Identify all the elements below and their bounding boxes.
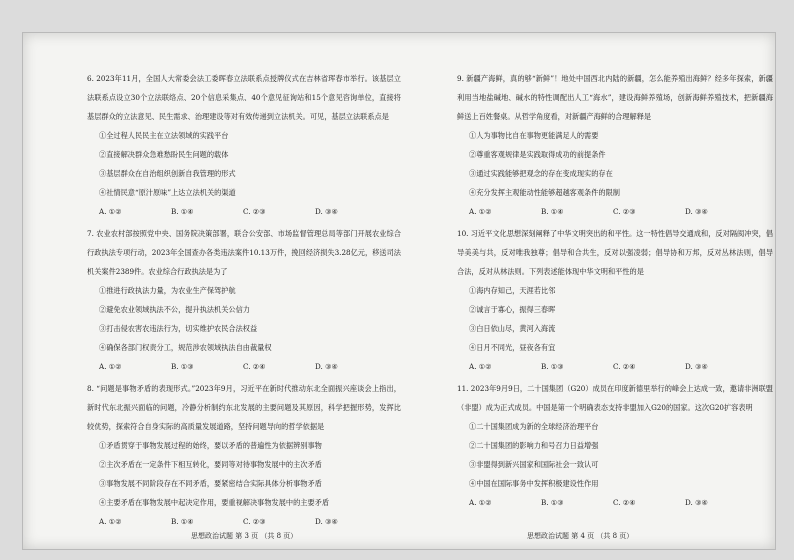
question-8: [87, 379, 401, 531]
choice-b: B. ①④: [171, 517, 194, 526]
question-stem: 11. 2023年9月9日，二十国集团（G20）成员在印度新德里举行的峰会上达成一致，邀请非洲联盟（非盟）成为正式成员。中国是第一个明确表态支持非盟加入G20的国家。这次G20扩容表明: [457, 384, 773, 412]
choice-d: D. ③④: [315, 517, 338, 526]
option: ③事物发展不同阶段存在不同矛盾，要紧密结合实际具体分析事物矛盾: [99, 479, 322, 488]
question-stem: 10. 习近平文化思想深刻阐释了中华文明突出的和平性。这一特性倡导交通成和，反对隔阂冲突，倡导美美与共，反对唯我独尊；倡导和合共生，反对以强凌弱；倡导协和万邦，反对丛林法则，倡导合法，反对从林法则。下列表述能体现中华文明和平性的是: [457, 229, 773, 276]
choice-b: B. ①④: [171, 207, 194, 216]
option: ①全过程人民民主在立法领域的实践平台: [99, 131, 229, 140]
choice-d: D. ③④: [315, 362, 338, 371]
option: ①人为事物比自在事物更能满足人的需要: [469, 131, 599, 140]
question-11: [457, 379, 773, 512]
exam-sheet: [22, 32, 776, 550]
option: ④社情民意“原汁原味”上达立法机关的渠道: [99, 188, 236, 197]
choice-b: B. ①③: [541, 498, 564, 507]
choice-d: D. ③④: [685, 362, 708, 371]
choice-a: A. ①②: [99, 207, 122, 216]
choice-d: D. ③④: [685, 207, 708, 216]
choice-b: B. ①③: [541, 362, 564, 371]
right-column: [457, 69, 773, 515]
option: ③打击侵农害农违法行为，切实维护农民合法权益: [99, 324, 258, 333]
choice-c: C. ②③: [613, 207, 636, 216]
question-stem: 8. “问题是事物矛盾的表现形式。”2023年9月，习近平在新时代推动东北全面振兴座谈会上指出，新时代东北振兴面临的问题，冷静分析制约东北发展的主要问题及其原因，科学把握形势，发挥比较优势，探索符合自身实际的高质量发展道路，坚持问题导向的哲学依据是: [87, 384, 401, 431]
question-stem: 6. 2023年11月，全国人大常委会法工委晖春立法联系点授牌仪式在吉林省珲春市举行。该基层立法联系点设立30个立法联络点、20个信息采集点、40个意见征询站和15个意见咨询单位，直接将基层群众的立法意见、民生需求、治理建设等对有效传递到立法机关。可见，基层立法联系点是: [87, 74, 401, 121]
question-stem: 7. 农业农村部按照党中央、国务院决策部署，联合公安部、市场监督管理总局等部门开展农业综合行政执法专项行动，2023年全国查办各类违法案件10.13万件，挽回经济损失3.28亿元，移送司法机关案件2389件。农业综合行政执法是为了: [87, 229, 401, 276]
option: ②直接解决群众急难愁盼民生问题的载体: [99, 150, 229, 159]
option: ④确保各部门权责分工，规范涉农领域执法自由裁量权: [99, 343, 272, 352]
left-column: [87, 69, 401, 534]
option: ②尊重客观规律是实践取得成功的前提条件: [469, 150, 606, 159]
answer-choices: [87, 512, 401, 531]
choice-c: C. ②④: [243, 362, 266, 371]
option: ①矛盾贯穿于事物发展过程的始终，要以矛盾的普遍性为依据辨别事物: [99, 441, 322, 450]
page-footer-right: 思想政治试题 第 4 页 （共 8 页）: [527, 532, 634, 540]
question-10: [457, 224, 773, 376]
option: ④日月不同光，昼夜各有宜: [469, 343, 556, 352]
answer-choices: [457, 202, 773, 221]
option: ②避免农业领域执法不公，提升执法机关公信力: [99, 305, 250, 314]
option: ③白日依山尽，黄河入海流: [469, 324, 556, 333]
question-9: [457, 69, 773, 221]
choice-c: C. ②③: [243, 207, 266, 216]
option: ②诚言于寡心，振得三春晖: [469, 305, 556, 314]
page-footer-left: 思想政治试题 第 3 页 （共 8 页）: [191, 532, 298, 540]
answer-choices: [87, 357, 401, 376]
choice-a: A. ①②: [99, 517, 122, 526]
choice-c: C. ②④: [613, 362, 636, 371]
choice-c: C. ②③: [243, 517, 266, 526]
question-6: [87, 69, 401, 221]
option: ③通过实践能够把观念的存在变成现实的存在: [469, 169, 613, 178]
option: ②二十国集团的影响力和号召力日益增强: [469, 441, 599, 450]
choice-a: A. ①②: [469, 362, 492, 371]
choice-a: A. ①②: [99, 362, 122, 371]
choice-b: B. ①③: [171, 362, 194, 371]
option: ④主要矛盾在事物发展中起决定作用，要重视解决事物发展中的主要矛盾: [99, 498, 330, 507]
choice-b: B. ①④: [541, 207, 564, 216]
option: ①二十国集团成为新的全球经济治理平台: [469, 422, 599, 431]
question-7: [87, 224, 401, 376]
choice-a: A. ①②: [469, 498, 492, 507]
option: ①推进行政执法力量，为农业生产保驾护航: [99, 286, 236, 295]
option: ④中国在国际事务中发挥积极建设性作用: [469, 479, 599, 488]
option: ②主次矛盾在一定条件下相互转化，要同等对待事物发展中的主次矛盾: [99, 460, 322, 469]
choice-d: D. ③④: [685, 498, 708, 507]
choice-c: C. ②④: [613, 498, 636, 507]
option: ③非盟得到新兴国家和国际社会一致认可: [469, 460, 599, 469]
answer-choices: [87, 202, 401, 221]
answer-choices: [457, 357, 773, 376]
option: ③基层群众在自治组织创新自我管理的形式: [99, 169, 236, 178]
choice-a: A. ①②: [469, 207, 492, 216]
choice-d: D. ③④: [315, 207, 338, 216]
answer-choices: [457, 493, 773, 512]
option: ①海内存知己，天涯若比邻: [469, 286, 556, 295]
question-stem: 9. 新疆产海鲜，真的够“新鲜”！地处中国西北内陆的新疆，怎么能养殖出海鲜？经多年探索，新疆利用当地盐碱地、碱水的特性调配出人工“海水”，建设海鲜养殖场，创新海鲜养殖技术，把新疆海鲜送上百姓餐桌。从哲学角度看，对新疆产海鲜的合理解释是: [457, 74, 773, 121]
option: ④充分发挥主观能动性能够超越客观条件的限制: [469, 188, 620, 197]
